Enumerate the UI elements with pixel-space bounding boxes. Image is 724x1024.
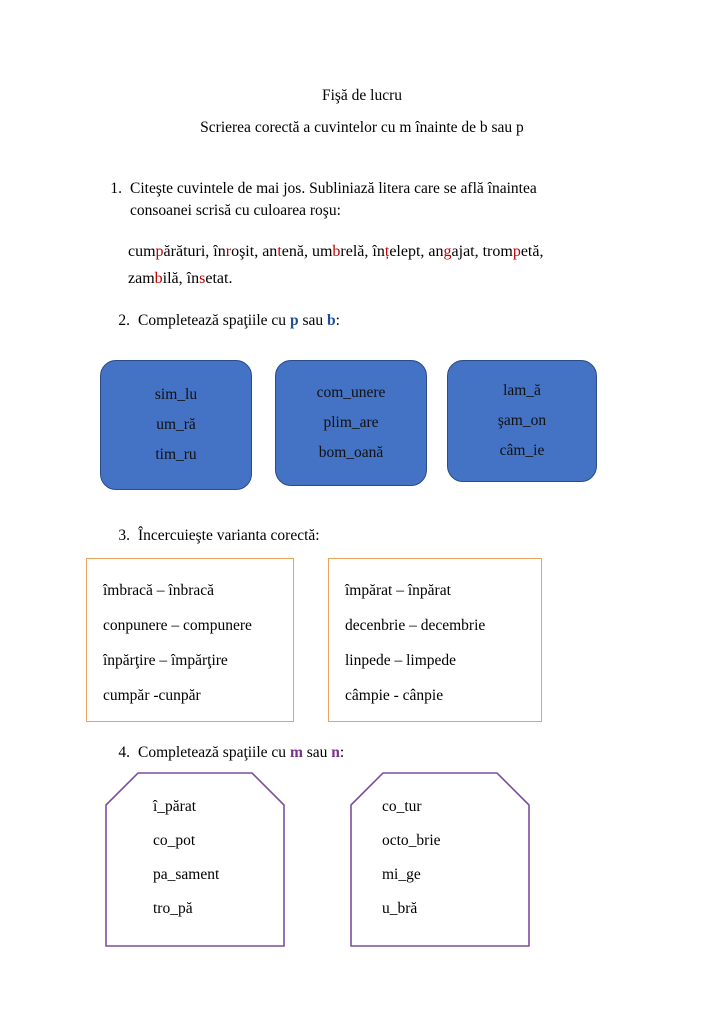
word-suffix: elept, <box>389 243 425 260</box>
word-intelept <box>372 243 424 260</box>
word-insetat <box>187 270 233 287</box>
exercise-2 <box>112 310 552 332</box>
word-angajat <box>428 243 478 260</box>
exercise-2-letter-b: b <box>326 312 336 329</box>
word-suffix: ilă, <box>162 270 183 287</box>
exercise-4-pentagon-box-2 <box>350 772 530 947</box>
fill-blank-word: mi_ge <box>382 866 421 883</box>
fill-blank-word: co_tur <box>382 798 422 815</box>
word-list-line-2 <box>128 265 658 292</box>
word-highlight-letter: r <box>225 243 232 260</box>
word-highlight-letter: p <box>155 243 164 260</box>
word-suffix: relă, <box>340 243 369 260</box>
word-pair-option[interactable]: câmpie - cânpie <box>345 687 444 704</box>
word-suffix: oşit, <box>231 243 259 260</box>
word-highlight-letter: g <box>443 243 452 260</box>
word-pair-option[interactable]: înpărţire – împărţire <box>103 652 228 669</box>
fill-blank-word: com_unere <box>316 384 386 401</box>
word-highlight-letter: b <box>332 243 341 260</box>
exercise-4-prompt-prefix: Completează spaţiile cu <box>138 744 290 761</box>
word-highlight-letter: t <box>277 243 282 260</box>
exercise-4-prompt-suffix: : <box>339 744 345 761</box>
exercise-1-word-list <box>128 238 658 292</box>
fill-blank-word: lam_ă <box>503 382 541 399</box>
exercise-4 <box>112 742 552 764</box>
word-highlight-letter: ț <box>384 243 390 260</box>
exercise-1-number: 1. <box>110 180 122 197</box>
exercise-4-prompt-middle: sau <box>302 744 332 761</box>
exercise-4-word-list-1 <box>153 790 219 926</box>
word-prefix: în <box>186 270 200 287</box>
word-prefix: um <box>311 243 333 260</box>
exercise-1 <box>104 178 634 222</box>
exercise-2-blue-box-1 <box>100 360 252 490</box>
exercise-2-box-row <box>100 360 620 490</box>
word-suffix: ărături, <box>163 243 210 260</box>
word-prefix: cum <box>128 243 156 260</box>
fill-blank-word: pa_sament <box>153 866 220 883</box>
fill-blank-word: tro_pă <box>153 900 193 917</box>
word-prefix: an <box>262 243 278 260</box>
fill-blank-word: sim_lu <box>154 386 198 403</box>
word-zambila <box>128 270 183 287</box>
word-prefix: zam <box>128 270 155 287</box>
exercise-2-blue-box-2 <box>275 360 427 486</box>
exercise-2-prompt <box>138 310 552 332</box>
exercise-3-orange-box-1 <box>86 558 294 722</box>
word-cumparaturi <box>128 243 209 260</box>
fill-blank-word: câm_ie <box>499 442 545 459</box>
exercise-1-prompt-line1: Citeşte cuvintele de mai jos. Subliniază litera care se află înaintea <box>130 180 537 197</box>
fill-blank-word: şam_on <box>497 412 547 429</box>
fill-blank-word: plim_are <box>323 414 379 431</box>
exercise-4-word-list-2 <box>382 790 441 926</box>
fill-blank-word: u_bră <box>382 900 418 917</box>
word-highlight-letter: p <box>512 243 521 260</box>
word-highlight-letter: s <box>199 270 206 287</box>
word-prefix: an <box>428 243 444 260</box>
word-suffix: etat. <box>205 270 233 287</box>
word-prefix: trom <box>482 243 513 260</box>
word-trompeta <box>483 243 544 260</box>
fill-blank-word: co_pot <box>153 832 196 849</box>
word-suffix: ajat, <box>451 243 479 260</box>
word-highlight-letter: b <box>154 270 163 287</box>
exercise-3-prompt: Încercuieşte varianta corectă: <box>138 527 320 544</box>
exercise-2-prompt-middle: sau <box>298 312 327 329</box>
exercise-3-orange-box-2 <box>328 558 542 722</box>
exercise-4-number: 4. <box>118 744 130 761</box>
exercise-4-pentagon-box-1 <box>105 772 285 947</box>
word-pair-option[interactable]: cumpăr -cunpăr <box>103 687 201 704</box>
fill-blank-word: tim_ru <box>155 446 197 463</box>
fill-blank-word: bom_oană <box>318 444 384 461</box>
fill-blank-word: octo_brie <box>382 832 441 849</box>
exercise-2-prompt-suffix: : <box>335 312 340 329</box>
word-antena <box>262 243 308 260</box>
word-pair-option[interactable]: conpunere – compunere <box>103 617 252 634</box>
exercise-4-prompt <box>138 742 552 764</box>
document-title: Fişă de lucru <box>321 87 403 104</box>
word-pair-option[interactable]: decenbrie – decembrie <box>345 617 486 634</box>
word-suffix: enă, <box>281 243 308 260</box>
word-inrosit <box>213 243 258 260</box>
exercise-2-prompt-prefix: Completează spaţiile cu <box>138 312 290 329</box>
exercise-4-letter-m: m <box>289 744 303 761</box>
word-umbrela <box>312 243 368 260</box>
word-pair-option[interactable]: linpede – limpede <box>345 652 457 669</box>
fill-blank-word: î_părat <box>153 798 197 815</box>
word-pair-option[interactable]: îmbracă – înbracă <box>103 582 215 599</box>
exercise-3 <box>112 525 552 547</box>
fill-blank-word: um_ră <box>156 416 196 433</box>
exercise-1-prompt-line2: consoanei scrisă cu culoarea roşu: <box>130 202 341 219</box>
word-pair-option[interactable]: împărat – înpărat <box>345 582 451 599</box>
exercise-3-number: 3. <box>118 527 130 544</box>
exercise-2-letter-p: p <box>289 312 299 329</box>
word-prefix: în <box>213 243 226 260</box>
word-list-line-1 <box>128 238 658 265</box>
word-suffix: etă, <box>520 243 544 260</box>
word-prefix: în <box>372 243 385 260</box>
document-subtitle: Scrierea corectă a cuvintelor cu m înainte de b sau p <box>200 119 524 136</box>
exercise-1-prompt <box>130 178 634 222</box>
exercise-4-letter-n: n <box>331 744 340 761</box>
exercise-2-blue-box-3 <box>447 360 597 482</box>
exercise-2-number: 2. <box>118 312 130 329</box>
